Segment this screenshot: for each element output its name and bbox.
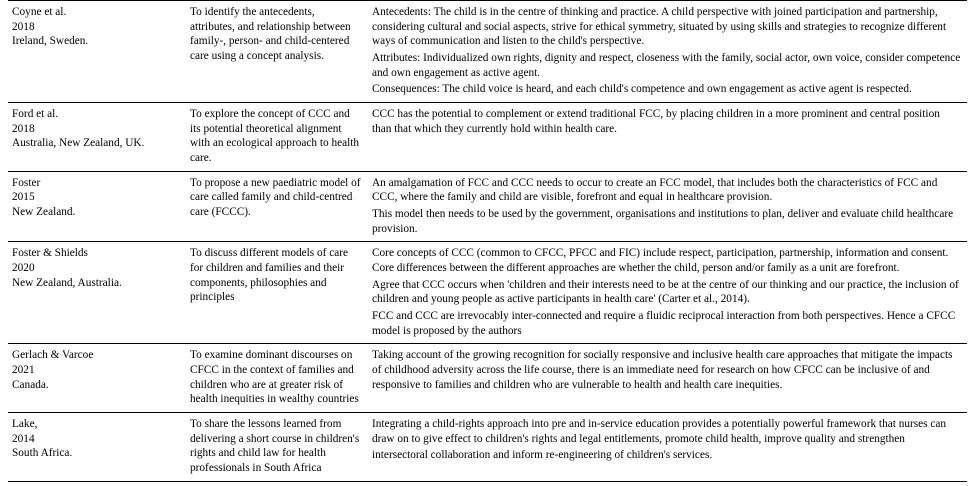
finding-paragraph: intersectoral collaboration and inform re-engineering of children's services. <box>372 449 713 462</box>
cell-aim: To discuss different models of care for children and families and their components, philosophies and principles <box>190 247 349 304</box>
cell-source <box>8 103 186 172</box>
table-row <box>8 413 967 482</box>
cell-aim: To examine dominant discourses on CFCC in the context of families and children who are at greater risk of health inequities in wealthy countries <box>190 349 359 406</box>
source-line: Ford et al. <box>12 108 59 121</box>
cell-source <box>8 171 186 242</box>
cell-aim: To explore the concept of CCC and its potential theoretical alignment with an ecological approach to health care. <box>190 108 360 165</box>
table-body <box>8 1 967 482</box>
study-summary-table <box>8 0 967 482</box>
source-line: 2015 <box>12 191 35 204</box>
source-line: New Zealand. <box>12 206 76 219</box>
table-row <box>8 1 967 103</box>
source-line: Canada. <box>12 378 49 391</box>
table-row <box>8 242 967 344</box>
finding-paragraph: CCC has the potential to complement or extend traditional FCC, by placing children in a more prominent and central position than that which they currently hold within health care. <box>372 108 940 135</box>
cell-findings <box>368 413 967 482</box>
source-line: Australia, New Zealand, UK. <box>12 137 145 150</box>
cell-findings <box>368 103 967 172</box>
cell-findings <box>368 242 967 344</box>
cell-findings <box>368 1 967 103</box>
cell-findings <box>368 171 967 242</box>
source-line: Lake, <box>12 418 38 431</box>
finding-paragraph: Consequences: The child voice is heard, and each child's competence and own engagement as active agent is respected. <box>372 83 912 96</box>
source-line: 2020 <box>12 262 35 275</box>
cell-source <box>8 344 186 413</box>
table-row <box>8 171 967 242</box>
cell-source <box>8 242 186 344</box>
finding-paragraph: Attributes: Individualized own rights, dignity and respect, closeness with the family, social actor, own voice, consider competence and own engagement as active agent. <box>372 52 961 79</box>
finding-paragraph: FCC and CCC are irrevocably inter-connected and require a fluidic reciprocal interaction from both perspectives. Hence a CFCC model is proposed by the authors <box>372 310 956 337</box>
source-line: New Zealand, Australia. <box>12 276 122 289</box>
source-line: 2018 <box>12 20 35 33</box>
finding-paragraph: Agree that CCC occurs when 'children and their interests need to be at the centre of our thinking and our practice, the inclusion of children and young people as active participants in health care' (Carter et al., 2014). <box>372 278 959 306</box>
source-line: Ireland, Sweden. <box>12 35 89 48</box>
cell-aim: To propose a new paediatric model of care called family and child-centred care (FCCC). <box>190 176 361 219</box>
finding-paragraph: This model then needs to be used by the government, organisations and institutions to plan, deliver and evaluate child healthcare provision. <box>372 208 954 235</box>
source-line: Gerlach & Varcoe <box>12 349 94 362</box>
source-line: 2021 <box>12 364 35 377</box>
cell-aim: To identify the antecedents, attributes, and relationship between family-, person- and child-centered care using a concept analysis. <box>190 6 351 63</box>
source-line: 2014 <box>12 432 35 445</box>
finding-paragraph: Antecedents: The child is in the centre of thinking and practice. A child perspective with joined participation and partnership, considering cultural and social aspects, strive for ethical symmetry, situated by using skills and strategies to recognize different ways of communication and listen to the child's perspective. <box>372 6 947 48</box>
finding-paragraph: An amalgamation of FCC and CCC needs to occur to create an FCC model, that includes both the characteristics of FCC and CCC, where the family and child are visible, forefront and equal in healthcare provision. <box>372 176 938 204</box>
finding-paragraph: Taking account of the growing recognition for socially responsive and inclusive health care approaches that mitigate the impacts of childhood adversity across the life course, there is an immediate need for research on how CFCC can be inclusive of and responsive to families and children who are vulnerable to health and health care inequities. <box>372 349 953 391</box>
cell-findings <box>368 344 967 413</box>
cell-source <box>8 413 186 482</box>
cell-aim: To share the lessons learned from delivering a short course in children's rights and child law for health professionals in South Africa <box>190 418 360 475</box>
source-line: 2018 <box>12 122 35 135</box>
table-row <box>8 344 967 413</box>
finding-paragraph: Integrating a child-rights approach into pre and in-service education provides a potentially powerful framework that nurses can draw on to give effect to children's rights and legal entitlements, promote child health, improve quality and strengthen <box>372 418 947 445</box>
finding-paragraph: Core concepts of CCC (common to CFCC, PFCC and FIC) include respect, participation, partnership, information and consent. Core differences between the different approaches are whether the child, person and/or family as a unit are forefront. <box>372 247 949 275</box>
table-row <box>8 103 967 172</box>
source-line: Foster & Shields <box>12 247 88 260</box>
source-line: Coyne et al. <box>12 6 67 18</box>
source-line: South Africa. <box>12 447 73 460</box>
source-line: Foster <box>12 176 41 189</box>
cell-source <box>8 1 186 103</box>
